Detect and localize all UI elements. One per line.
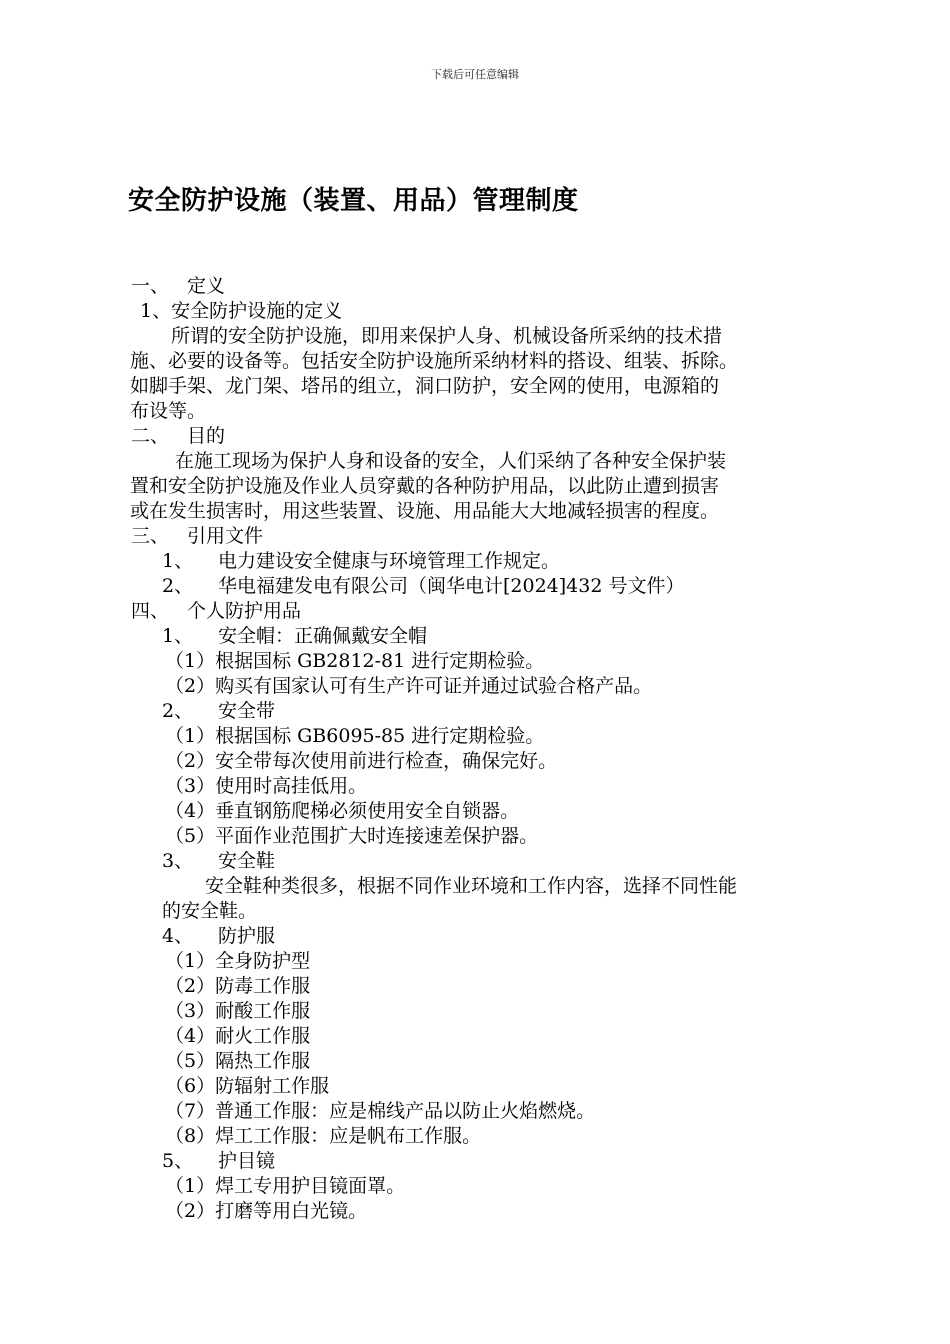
list-item-helmet: [162, 624, 427, 649]
item-text: 电力建设安全健康与环境管理工作规定。: [218, 550, 561, 572]
item-number: 1、: [162, 550, 194, 572]
sub-item: （2）购买有国家认可有生产许可证并通过试验合格产品。: [165, 675, 653, 697]
sub-item: （4）耐火工作服: [165, 1025, 311, 1047]
list-item-goggles: [162, 1149, 275, 1174]
sub-item: （3）耐酸工作服: [165, 1000, 311, 1022]
item-number: 5、: [162, 1150, 194, 1172]
list-item: [162, 549, 560, 574]
paragraph-line: 安全鞋种类很多，根据不同作业环境和工作内容，选择不同性能: [205, 875, 738, 897]
sub-item: （5）平面作业范围扩大时连接速差保护器。: [165, 825, 539, 847]
item-text: 华电福建发电有限公司（闽华电计[2024]432 号文件）: [218, 575, 685, 597]
paragraph-line: 在施工现场为保护人身和设备的安全，人们采纳了各种安全保护装: [175, 450, 727, 472]
header-note: 下载后可任意编辑: [431, 68, 519, 81]
sub-item: （1）根据国标 GB6095-85 进行定期检验。: [165, 725, 545, 747]
list-item-clothing: [162, 924, 275, 949]
section-number: 一、: [131, 275, 170, 297]
section-heading-purpose: [131, 424, 225, 449]
paragraph-line: 布设等。: [130, 400, 207, 422]
item-text: 防护服: [218, 925, 276, 947]
paragraph-line: 或在发生损害时，用这些装置、设施、用品能大大地减轻损害的程度。: [130, 500, 720, 522]
section-number: 三、: [131, 525, 170, 547]
paragraph-line: 如脚手架、龙门架、塔吊的组立，洞口防护，安全网的使用，电源箱的: [130, 375, 720, 397]
sub-item: （1）全身防护型: [165, 950, 311, 972]
sub-item: （4）垂直钢筋爬梯必须使用安全自锁器。: [165, 800, 520, 822]
section-heading-ppe: [131, 599, 301, 624]
item-text: 安全带: [218, 700, 276, 722]
section-label: 个人防护用品: [187, 600, 302, 622]
subsection-heading: 1、安全防护设施的定义: [140, 300, 343, 322]
sub-item: （2）防毒工作服: [165, 975, 311, 997]
section-label: 引用文件: [187, 525, 264, 547]
section-heading-references: [131, 524, 263, 549]
paragraph-line: 施、必要的设备等。包括安全防护设施所采纳材料的搭设、组装、拆除。: [130, 350, 739, 372]
section-label: 定义: [187, 275, 226, 297]
item-number: 3、: [162, 850, 194, 872]
item-number: 4、: [162, 925, 194, 947]
item-number: 1、: [162, 625, 194, 647]
list-item-belt: [162, 699, 275, 724]
item-text: 安全鞋: [218, 850, 276, 872]
sub-item: （5）隔热工作服: [165, 1050, 311, 1072]
section-number: 二、: [131, 425, 170, 447]
sub-item: （1）焊工专用护目镜面罩。: [165, 1175, 406, 1197]
section-label: 目的: [187, 425, 226, 447]
paragraph-line: 置和安全防护设施及作业人员穿戴的各种防护用品，以此防止遭到损害: [130, 475, 720, 497]
item-text: 护目镜: [218, 1150, 276, 1172]
paragraph-line: 所谓的安全防护设施，即用来保护人身、机械设备所采纳的技术措: [171, 325, 723, 347]
section-heading-definition: [131, 274, 225, 299]
sub-item: （2）安全带每次使用前进行检查，确保完好。: [165, 750, 558, 772]
sub-item: （1）根据国标 GB2812-81 进行定期检验。: [165, 650, 545, 672]
section-number: 四、: [131, 600, 170, 622]
sub-item: （2）打磨等用白光镜。: [165, 1200, 368, 1222]
item-text: 安全帽：正确佩戴安全帽: [218, 625, 428, 647]
item-number: 2、: [162, 700, 194, 722]
sub-item: （7）普通工作服：应是棉线产品以防止火焰燃烧。: [165, 1100, 596, 1122]
list-item: [162, 574, 685, 599]
item-number: 2、: [162, 575, 194, 597]
sub-item: （6）防辐射工作服: [165, 1075, 330, 1097]
list-item-shoes: [162, 849, 275, 874]
paragraph-line: 的安全鞋。: [162, 900, 258, 922]
sub-item: （8）焊工工作服：应是帆布工作服。: [165, 1125, 482, 1147]
sub-item: （3）使用时高挂低用。: [165, 775, 368, 797]
document-title: 安全防护设施（装置、用品）管理制度: [128, 186, 579, 216]
